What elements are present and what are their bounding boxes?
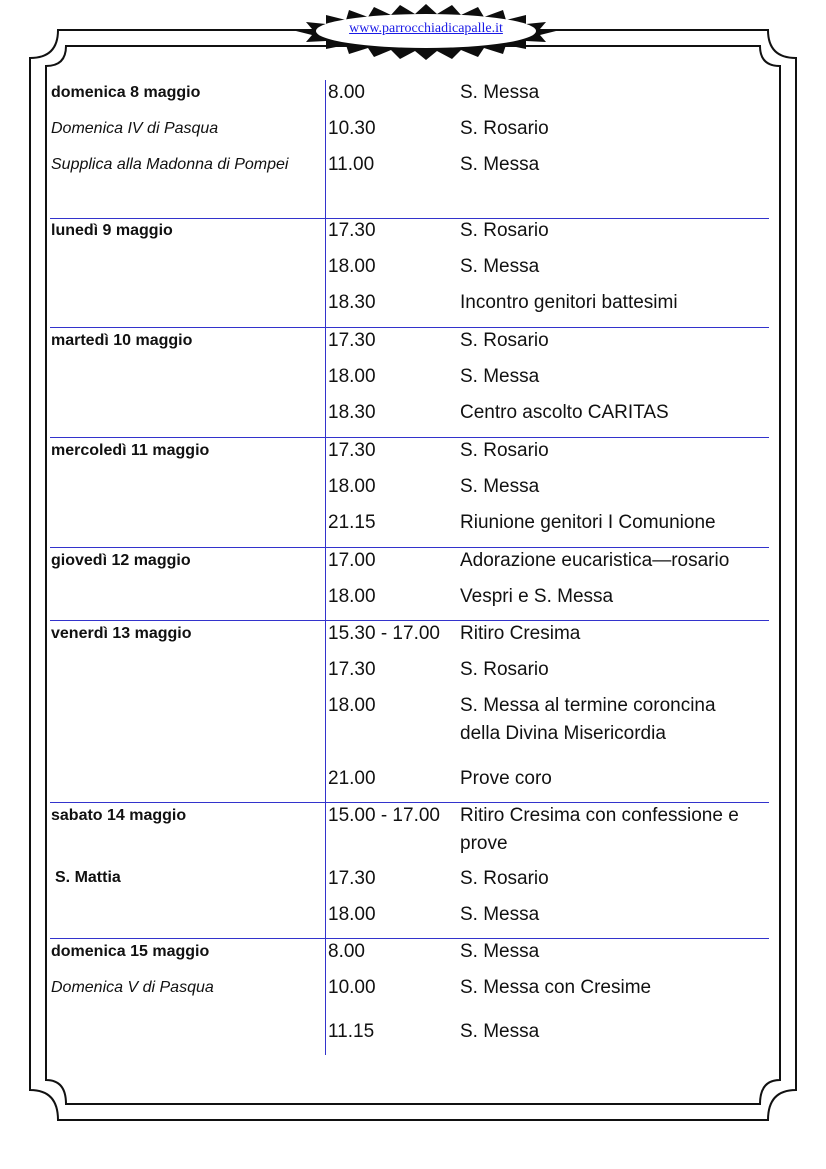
event-description: Ritiro Cresima: [460, 623, 581, 644]
event-description: S. Messa: [460, 941, 540, 962]
event-time: 8.00: [328, 941, 365, 962]
event-description: Prove coro: [460, 768, 552, 789]
event-description: S. Messa al termine coroncina della Divina Misericordia: [460, 695, 716, 744]
event-time: 21.00: [328, 768, 376, 789]
event-description: Adorazione eucaristica—rosario: [460, 550, 730, 571]
event-description: S. Messa: [460, 256, 540, 277]
event-time: 17.30: [328, 330, 376, 351]
event-description: S. Messa con Cresime: [460, 977, 652, 998]
event-time: 15.30 - 17.00: [328, 623, 440, 644]
day-note: Domenica V di Pasqua: [51, 979, 214, 996]
column-divider: [325, 80, 326, 1055]
event-time: 18.00: [328, 586, 376, 607]
event-description: S. Rosario: [460, 220, 549, 241]
event-time: 10.00: [328, 977, 376, 998]
event-description: S. Messa: [460, 904, 540, 925]
event-time: 17.30: [328, 868, 376, 889]
day-label: sabato 14 maggio: [51, 807, 187, 824]
event-description: Vespri e S. Messa: [460, 586, 614, 607]
event-description: Centro ascolto CARITAS: [460, 402, 669, 423]
event-time: 17.30: [328, 659, 376, 680]
day-label: domenica 8 maggio: [51, 84, 201, 101]
event-description: S. Messa: [460, 366, 540, 387]
event-time: 18.00: [328, 256, 376, 277]
event-time: 21.15: [328, 512, 376, 533]
event-time: 11.00: [328, 154, 375, 175]
event-description: S. Rosario: [460, 868, 549, 889]
event-description: S. Rosario: [460, 440, 549, 461]
event-time: 15.00 - 17.00: [328, 805, 440, 826]
event-description: S. Messa: [460, 1021, 540, 1042]
event-time: 10.30: [328, 118, 376, 139]
day-label: giovedì 12 maggio: [51, 552, 191, 569]
day-label: venerdì 13 maggio: [51, 625, 192, 642]
event-description: S. Messa: [460, 154, 540, 175]
event-time: 11.15: [328, 1021, 375, 1042]
event-time: 17.00: [328, 550, 376, 571]
event-description: S. Messa: [460, 476, 540, 497]
event-time: 18.00: [328, 366, 376, 387]
event-time: 18.30: [328, 402, 376, 423]
event-time: 17.30: [328, 440, 376, 461]
event-description: Incontro genitori battesimi: [460, 292, 678, 313]
day-label: lunedì 9 maggio: [51, 222, 173, 239]
event-time: 18.30: [328, 292, 376, 313]
day-note: Domenica IV di Pasqua: [51, 120, 219, 137]
event-description: Ritiro Cresima con confessione e prove: [460, 805, 739, 854]
day-note: S. Mattia: [55, 869, 121, 886]
event-time: 18.00: [328, 904, 376, 925]
website-link[interactable]: www.parrocchiadicapalle.it: [349, 21, 503, 36]
day-label: mercoledì 11 maggio: [51, 442, 210, 459]
day-note: Supplica alla Madonna di Pompei: [51, 156, 289, 173]
event-description: Riunione genitori I Comunione: [460, 512, 716, 533]
day-label: domenica 15 maggio: [51, 943, 210, 960]
event-description: S. Messa: [460, 82, 540, 103]
event-description: S. Rosario: [460, 659, 549, 680]
event-time: 17.30: [328, 220, 376, 241]
event-description: S. Rosario: [460, 330, 549, 351]
event-description: S. Rosario: [460, 118, 549, 139]
day-label: martedì 10 maggio: [51, 332, 193, 349]
event-time: 8.00: [328, 82, 365, 103]
event-time: 18.00: [328, 476, 376, 497]
event-time: 18.00: [328, 695, 376, 716]
